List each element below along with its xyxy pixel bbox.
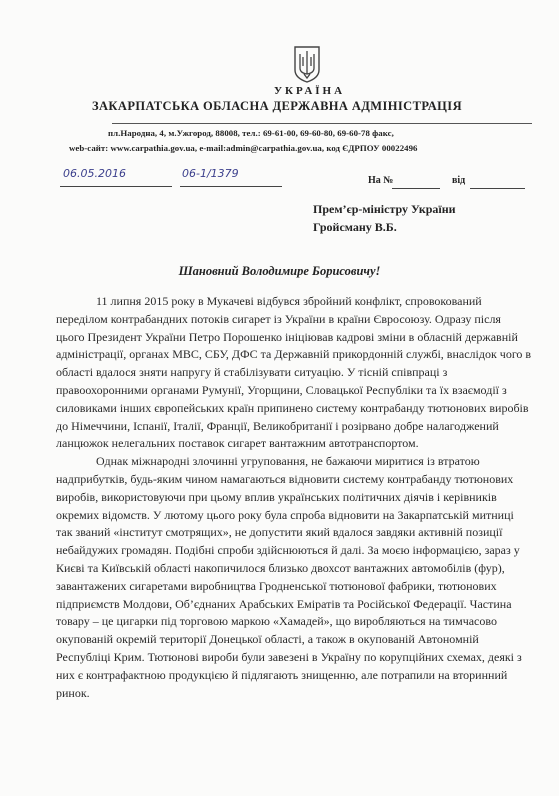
letter-body <box>56 293 532 702</box>
outgoing-date-line <box>60 186 172 187</box>
incoming-number-line <box>392 188 440 189</box>
addressee-title: Прем’єр-міністру України <box>313 202 456 216</box>
incoming-from-line <box>470 188 525 189</box>
contact-details: web-сайт: www.carpathia.gov.ua, e-mail:admin@carpathia.gov.ua, код ЄДРПОУ 00022496 <box>69 143 418 153</box>
addressee <box>313 200 456 236</box>
trident-emblem-icon <box>292 44 322 84</box>
addressee-name: Гройсману В.Б. <box>313 220 397 234</box>
body-paragraph: 11 липня 2015 року в Мукачеві відбувся збройний конфлікт, спровокований переділом контрабандних потоків сигарет із України в країни Євросоюзу. Одразу після цього Президент України Петро Порошенко ініціював кадрові зміни в обласній державній адміністрації, органах МВС, СБУ, ДФС та Державній прикордонній службі, внаслідок чого в області вдалося зняти напругу й стабілізувати ситуацію. У тісній співпраці з правоохоронними органами Румунії, Угорщини, Словацької Республіки та їх взаємодії з силовиками інших європейських країн припинено систему контрабанду тютюнових виробів до Німеччини, Іспанії, Італії, Франції, Великобританії і розірвано добре налагоджений ланцюжок нелегальних поставок сигарет вантажним автотранспортом. <box>56 294 532 451</box>
incoming-from-label: від <box>452 175 466 186</box>
body-paragraph: Однак міжнародні злочинні угруповання, не бажаючи миритися із втратою надприбутків, будь-яким чином намагаються відновити систему контрабанду тютюнових виробів, використовуючи при цьому вплив українських політичних діячів і керівників окремих відомств. У лютому цього року була спроба відновити на Закарпатській митниці так званий «інститут смотрящих», не допустити який вдалося завдяки активній позиції небайдужих громадян. Подібні спроби здійснюються й далі. За моєю інформацією, зараз у Києві та Київській області накопичилося близько двохсот вантажних автомобілів (фур), завантажених сигаретами виробництва Гродненської тютюнової фабрики, тютюнових підприємств Молдови, Об’єднаних Арабських Еміратів та Російської Федерації. Частина товару – це цигарки під торговою маркою «Хамадей», що виробляються на тимчасово окупованій окремій території Донецької області, а також в окупованій Автономній Республіці Крим. Тютюнові вироби були завезені в Україну по корупційних схемах, деякі з них є контрафактною продукцією й підлягають знищенню, але потрапили на вторинний ринок. <box>56 454 522 700</box>
header-divider <box>112 123 532 124</box>
incoming-number-label: На № <box>368 175 394 186</box>
salutation: Шановний Володимире Борисовичу! <box>178 264 381 278</box>
country-name: УКРАЇНА <box>273 85 346 97</box>
organization-name: ЗАКАРПАТСЬКА ОБЛАСНА ДЕРЖАВНА АДМІНІСТРАЦІЯ <box>92 99 462 113</box>
postal-address: пл.Народна, 4, м.Ужгород, 88008, тел.: 69-61-00, 69-60-80, 69-60-78 факс, <box>108 128 394 138</box>
outgoing-number: 06-1/1379 <box>182 167 239 180</box>
outgoing-date: 06.05.2016 <box>63 167 126 180</box>
outgoing-number-line <box>180 186 282 187</box>
